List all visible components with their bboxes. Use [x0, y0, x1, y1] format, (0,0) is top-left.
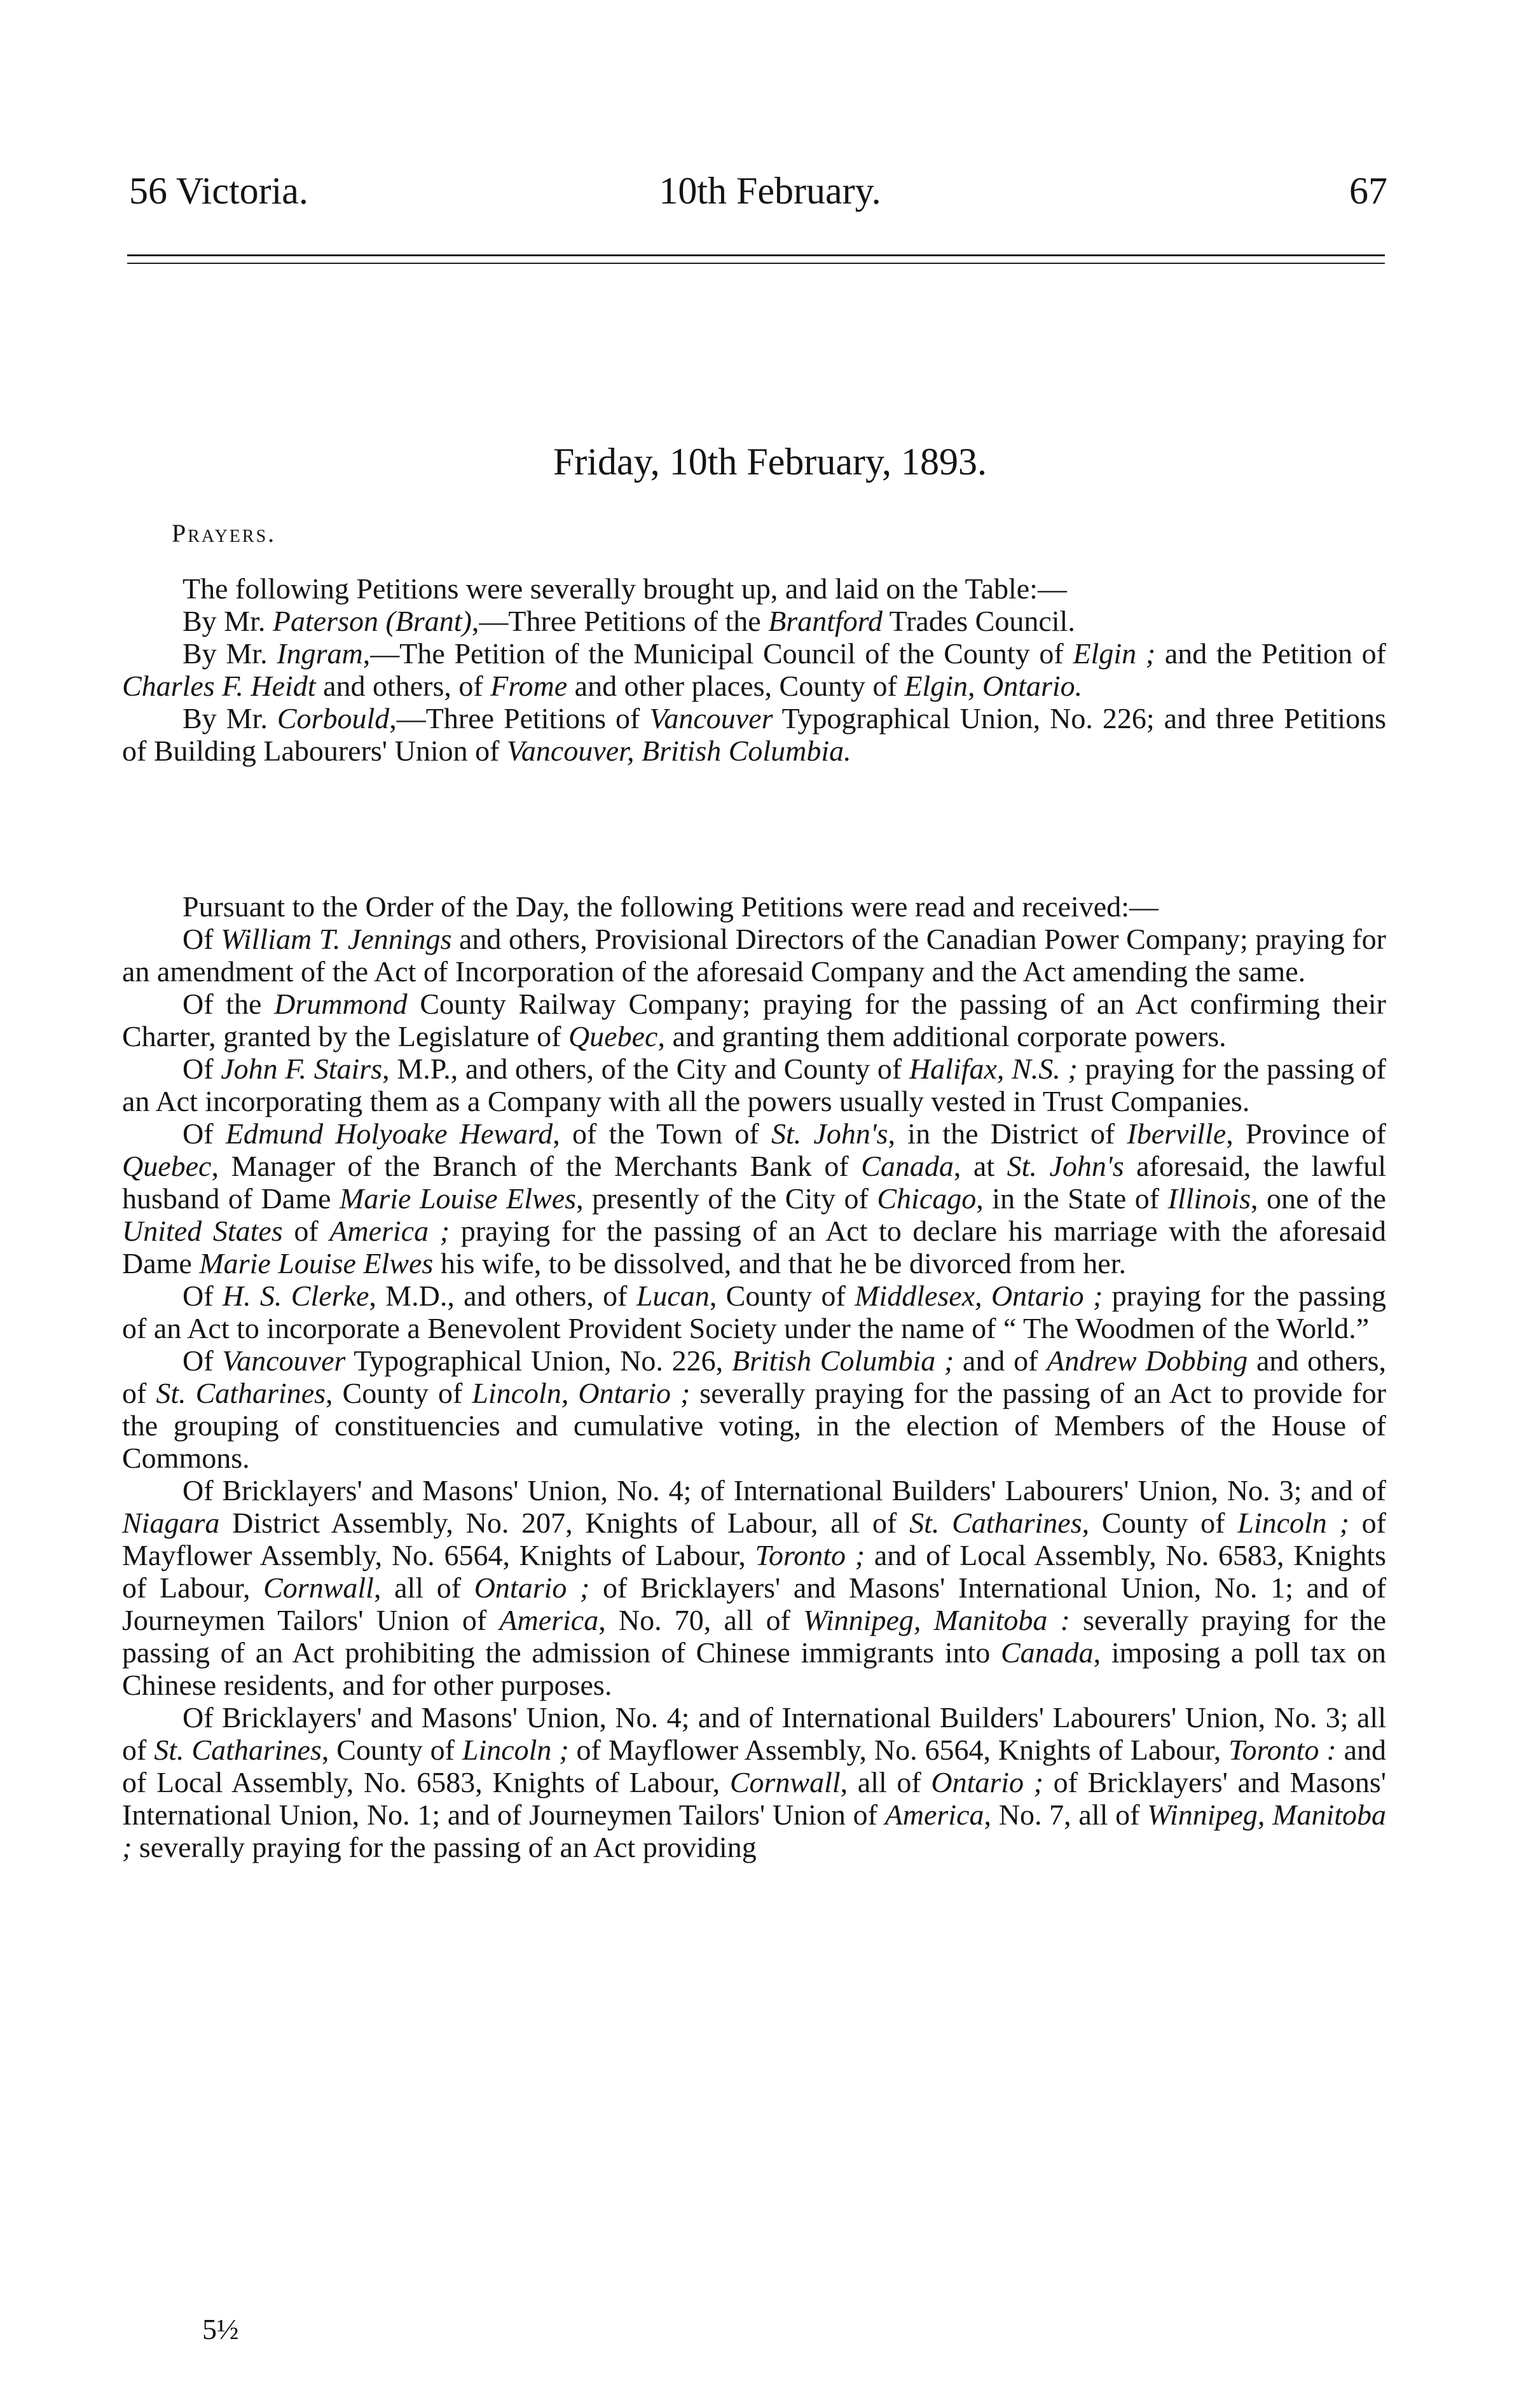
sitting-date-heading: Friday, 10th February, 1893.	[553, 441, 987, 483]
petitions-read-section	[122, 890, 1386, 1863]
signature-mark: 5½	[202, 2313, 239, 2345]
prayers-heading: Prayers.	[172, 519, 277, 548]
paragraph: Of H. S. Clerke, M.D., and others, of Lucan, County of Middlesex, Ontario ; praying for the passing of an Act to incorporate a Benevolent Provident Society under the name of “ The Woodmen of the World.”	[122, 1280, 1386, 1344]
paragraph: Of Bricklayers' and Masons' Union, No. 4; of International Builders' Labourers' Union, No. 3; and of Niagara District Assembly, No. 207, Knights of Labour, all of St. Catharines, County of Lincoln ; of Mayflower Assembly, No. 6564, Knights of Labour, Toronto ; and of Local Assembly, No. 6583, Knights of Labour, Cornwall, all of Ontario ; of Bricklayers' and Masons' International Union, No. 1; and of Journeymen Tailors' Union of America, No. 70, all of Winnipeg, Manitoba : severally praying for the passing of an Act prohibiting the admission of Chinese immigrants into Canada, imposing a poll tax on Chinese residents, and for other purposes.	[122, 1474, 1387, 1701]
paragraph: By Mr. Ingram,—The Petition of the Municipal Council of the County of Elgin ; and the Petition of Charles F. Heidt and others, of Frome and other places, County of Elgin, Ontario.	[122, 637, 1387, 702]
header-regnal-year: 56 Victoria.	[129, 170, 308, 212]
page-number: 67	[1349, 170, 1387, 212]
paragraph: Of Vancouver Typographical Union, No. 226, British Columbia ; and of Andrew Dobbing and others, of St. Catharines, County of Lincoln, Ontario ; severally praying for the passing of an Act to provide for the grouping of constituencies and cumulative voting, in the election of Members of the House of Commons.	[122, 1344, 1387, 1474]
petitions-presented-section	[122, 572, 1386, 767]
header-rule-bottom	[127, 263, 1385, 264]
paragraph: Of Bricklayers' and Masons' Union, No. 4; and of International Builders' Labourers' Union, No. 3; all of St. Catharines, County of Lincoln ; of Mayflower Assembly, No. 6564, Knights of Labour, Toronto : and of Local Assembly, No. 6583, Knights of Labour, Cornwall, all of Ontario ; of Bricklayers' and Masons' International Union, No. 1; and of Journeymen Tailors' Union of America, No. 7, all of Winnipeg, Manitoba ; severally praying for the passing of an Act providing	[122, 1701, 1387, 1863]
paragraph: By Mr. Corbould,—Three Petitions of Vancouver Typographical Union, No. 226; and three Petitions of Building Labourers' Union of Vancouver, British Columbia.	[122, 702, 1386, 767]
petitions-presented-intro: The following Petitions were severally brought up, and laid on the Table:—	[182, 572, 1067, 605]
paragraph: Of Edmund Holyoake Heward, of the Town of St. John's, in the District of Iberville, Province of Quebec, Manager of the Branch of the Merchants Bank of Canada, at St. John's aforesaid, the lawful husband of Dame Marie Louise Elwes, presently of the City of Chicago, in the State of Illinois, one of the United States of America ; praying for the passing of an Act to declare his marriage with the aforesaid Dame Marie Louise Elwes his wife, to be dissolved, and that he be divorced from her.	[122, 1117, 1386, 1280]
paragraph: Of the Drummond County Railway Company; praying for the passing of an Act confirming their Charter, granted by the Legislature of Quebec, and granting them additional corporate powers.	[122, 988, 1386, 1053]
paragraph: By Mr. Paterson (Brant),—Three Petitions of the Brantford Trades Council.	[182, 605, 1075, 637]
paragraph: Of William T. Jennings and others, Provisional Directors of the Canadian Power Company; praying for an amendment of the Act of Incorporation of the aforesaid Company and the Act amending the same.	[122, 923, 1386, 988]
header-date: 10th February.	[659, 170, 881, 212]
header-rule-top	[127, 254, 1385, 256]
petitions-read-intro: Pursuant to the Order of the Day, the following Petitions were read and received:—	[182, 890, 1159, 923]
paragraph: Of John F. Stairs, M.P., and others, of the City and County of Halifax, N.S. ; praying for the passing of an Act incorporating them as a Company with all the powers usually vested in Trust Companies.	[122, 1053, 1387, 1117]
